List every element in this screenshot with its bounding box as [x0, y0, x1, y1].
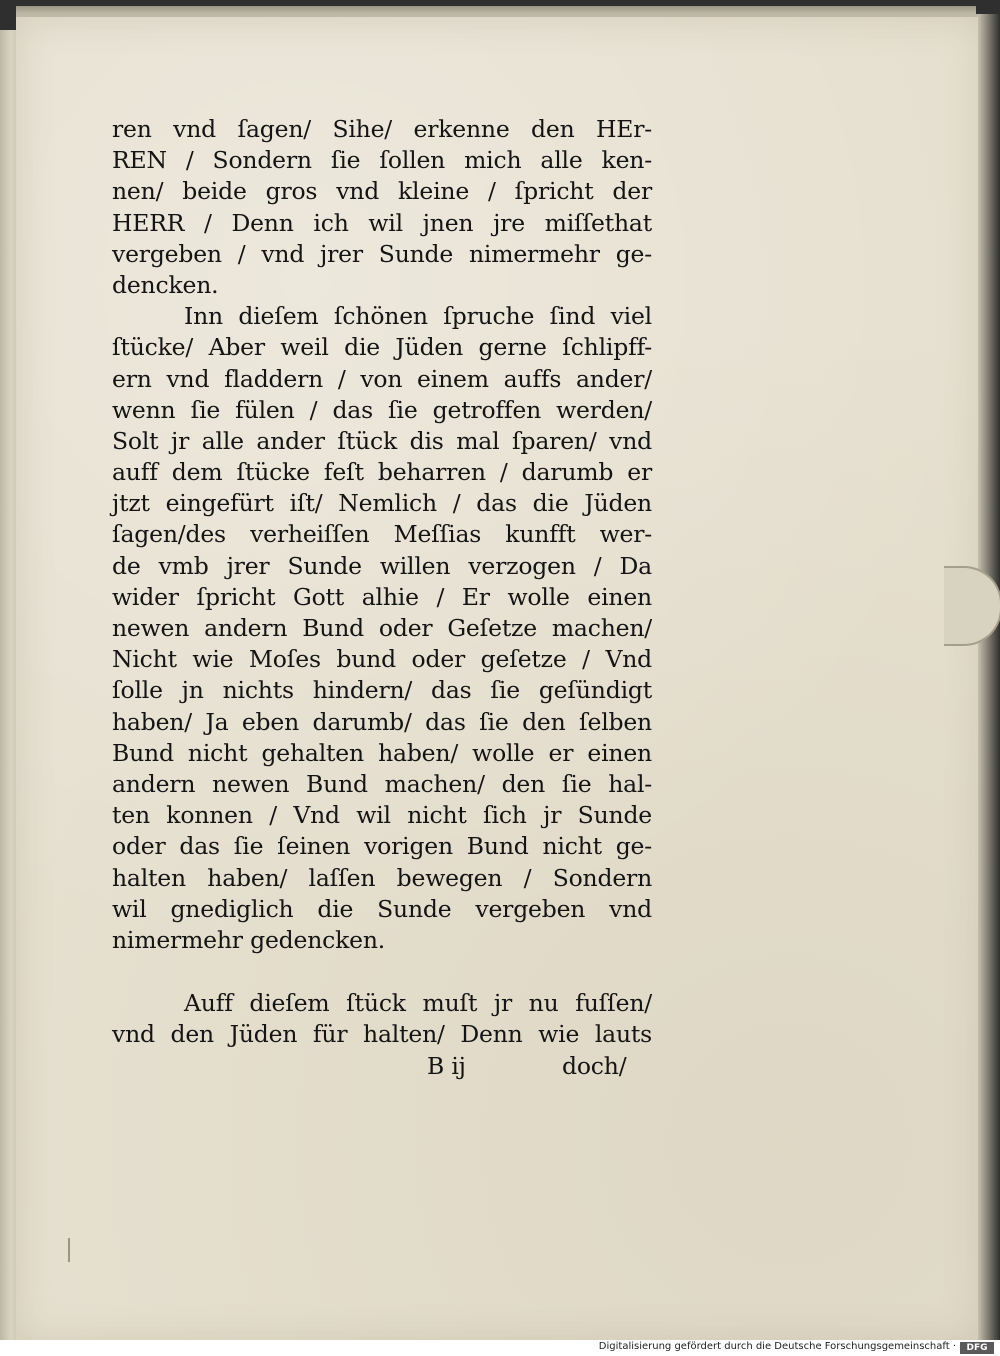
text-line: wil gnediglich die Sunde vergeben vnd [112, 894, 652, 923]
text-line: de vmb jrer Sunde willen verzogen / Da [112, 551, 652, 580]
text-line: ren vnd ſagen/ Sihe/ erkenne den HEr- [112, 115, 652, 143]
text-line: wider ſpricht Gott alhie / Er wolle einen [112, 582, 652, 611]
text-line: HERR / Denn ich wil jnen jre miſſethat [112, 208, 652, 237]
text-line: nimermehr gedencken. [112, 925, 386, 954]
catchword: doch/ [562, 1052, 627, 1081]
text-line: ern vnd fladdern / von einem auffs ander/ [112, 364, 652, 393]
page-foot-line [112, 1050, 652, 1082]
text-line: haben/ Ja eben darumb/ das ſie den ſelben [112, 707, 652, 736]
text-line: ſagen/des verheiſſen Meſſias kunfft wer- [112, 520, 652, 549]
text-line: wenn ſie fülen / das ſie getroffen werden/ [112, 395, 652, 424]
paragraph-1 [112, 114, 652, 301]
text-line: vergeben / vnd jrer Sunde nimermehr ge- [112, 239, 652, 268]
text-line: dencken. [112, 270, 219, 299]
text-line: Auff dieſem ſtück muſt jr nu fuſſen/ [184, 989, 652, 1018]
paragraph-2 [112, 301, 652, 956]
page-text [112, 114, 652, 1082]
text-line: andern newen Bund machen/ den ſie hal- [112, 769, 652, 798]
text-line: vnd den Jüden für halten/ Denn wie lauts [112, 1020, 652, 1049]
text-line: halten haben/ laſſen bewegen / Sondern [112, 863, 652, 892]
text-line: ſtücke/ Aber weil die Jüden gerne ſchlipff- [112, 333, 652, 362]
text-line: jtzt eingefürt iſt/ Nemlich / das die Jüden [112, 489, 652, 518]
funding-credit: Digitalisierung gefördert durch die Deutsche Forschungsgemeinschaft · [598, 1341, 956, 1352]
text-line: ſolle jn nichts hindern/ das ſie geſündigt [112, 676, 652, 705]
text-line: REN / Sondern ſie ſollen mich alle ken- [112, 146, 652, 175]
dfg-logo: DFG [960, 1342, 994, 1354]
text-line: Inn dieſem ſchönen ſpruche ſind viel [184, 302, 652, 331]
margin-mark [68, 1238, 70, 1262]
signature-mark: B ij [427, 1052, 466, 1081]
text-line: auff dem ſtücke feſt beharren / darumb er [112, 458, 652, 487]
page-tab-marker [944, 566, 1000, 646]
text-line: Bund nicht gehalten haben/ wolle er einen [112, 738, 652, 767]
text-line: nen/ beide gros vnd kleine / ſpricht der [112, 177, 652, 206]
text-line: Solt jr alle ander ſtück dis mal ſparen/ vnd [112, 426, 652, 455]
text-line: oder das ſie ſeinen vorigen Bund nicht ge- [112, 832, 652, 861]
text-line: ten konnen / Vnd wil nicht ſich jr Sunde [112, 801, 652, 830]
page-right-shadow [978, 14, 1000, 1340]
digitization-footer [0, 1340, 1000, 1356]
paragraph-3 [112, 988, 652, 1050]
text-line: Nicht wie Moſes bund oder geſetze / Vnd [112, 645, 652, 674]
text-line: newen andern Bund oder Geſetze machen/ [112, 614, 652, 642]
